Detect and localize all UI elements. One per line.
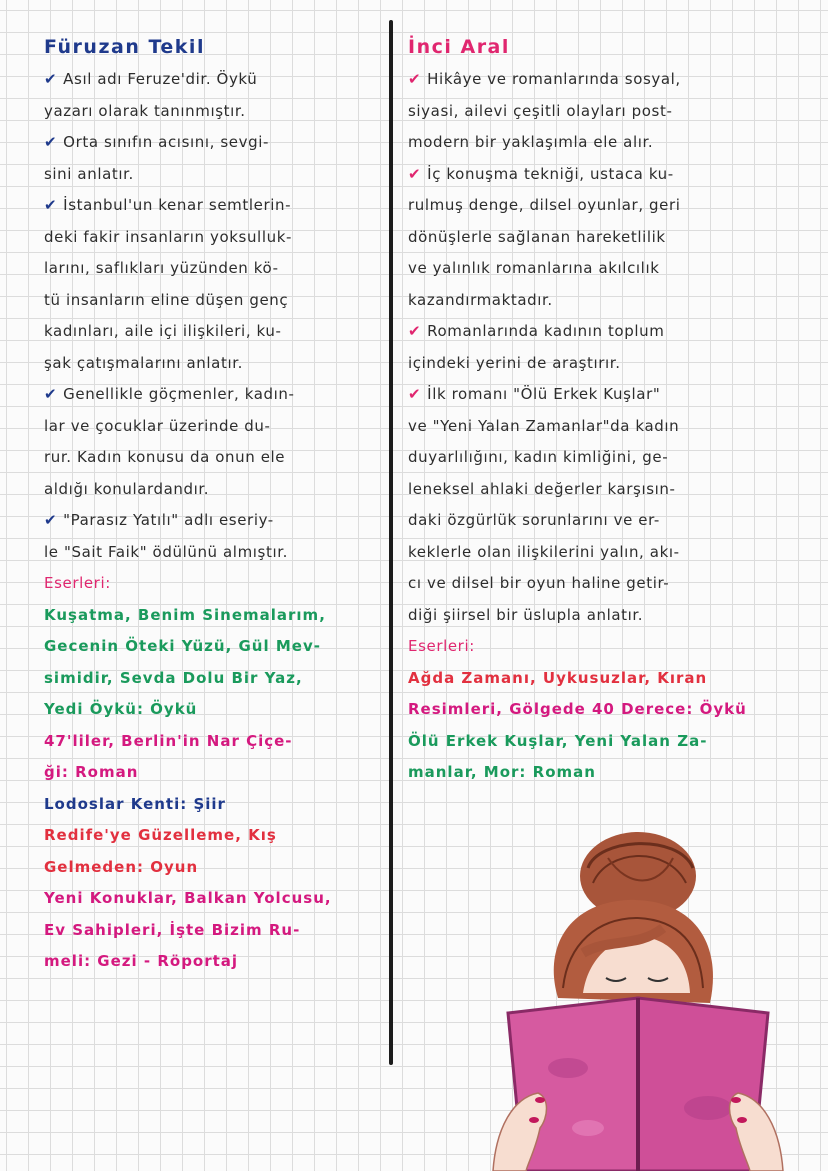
note-line (408, 379, 793, 411)
note-text: Ölü Erkek Kuşlar, Yeni Yalan Za- (408, 731, 708, 750)
author-title-inci: İnci Aral (408, 36, 510, 58)
note-text: İlk romanı "Ölü Erkek Kuşlar" (427, 385, 661, 403)
girl-reading-book-icon (488, 828, 788, 1171)
note-text: simidir, Sevda Dolu Bir Yaz, (44, 668, 303, 687)
note-text: meli: Gezi - Röportaj (44, 952, 239, 970)
checkmark-icon: ✔ (408, 322, 422, 340)
column-inci-aral (408, 30, 793, 789)
note-text: Kuşatma, Benim Sinemalarım, (44, 605, 326, 624)
note-text: 47'liler, Berlin'in Nar Çiçe- (44, 731, 293, 750)
note-line (44, 757, 374, 789)
note-text: sini anlatır. (44, 164, 134, 183)
note-text: kazandırmaktadır. (408, 290, 553, 309)
note-line (44, 96, 374, 128)
checkmark-icon: ✔ (408, 385, 422, 403)
note-text: yazarı olarak tanınmıştır. (44, 101, 246, 120)
note-line (408, 159, 793, 191)
note-line (408, 694, 793, 726)
note-text: Redife'ye Güzelleme, Kış (44, 826, 277, 844)
note-text: şak çatışmalarını anlatır. (44, 353, 243, 372)
note-line (44, 253, 374, 285)
note-line (44, 285, 374, 317)
note-text: Romanlarında kadının toplum (427, 322, 665, 340)
note-text: Asıl adı Feruze'dir. Öykü (63, 70, 258, 88)
note-line (408, 127, 793, 159)
note-line (44, 411, 374, 443)
note-line (44, 474, 374, 506)
note-line (408, 505, 793, 537)
note-text: le "Sait Faik" ödülünü almıştır. (44, 542, 288, 561)
note-text: modern bir yaklaşımla ele alır. (408, 133, 654, 151)
note-line (44, 694, 374, 726)
note-text: Eserleri: (44, 574, 111, 592)
note-text: Hikâye ve romanlarında sosyal, (427, 70, 681, 88)
note-text: keklerle olan ilişkilerini yalın, akı- (408, 542, 680, 561)
note-line (408, 96, 793, 128)
note-text: deki fakir insanların yoksulluk- (44, 227, 292, 246)
note-text: duyarlılığını, kadın kimliğini, ge- (408, 448, 669, 466)
note-text: Gelmeden: Oyun (44, 857, 199, 876)
note-line (44, 631, 374, 663)
note-text: rur. Kadın konusu da onun ele (44, 448, 286, 466)
note-text: daki özgürlük sorunlarını ve er- (408, 511, 660, 529)
note-text: tü insanların eline düşen genç (44, 290, 289, 309)
note-text: Eserleri: (408, 637, 475, 655)
note-text: larını, saflıkları yüzünden kö- (44, 259, 279, 277)
note-line (44, 820, 374, 852)
note-line (44, 600, 374, 632)
note-line (408, 663, 793, 695)
note-line (408, 222, 793, 254)
checkmark-icon: ✔ (44, 133, 58, 151)
note-line (408, 316, 793, 348)
checkmark-icon: ✔ (408, 164, 422, 183)
note-line (408, 285, 793, 317)
checkmark-icon: ✔ (44, 511, 58, 529)
note-text: Lodoslar Kenti: Şiir (44, 794, 226, 813)
note-line (408, 600, 793, 632)
note-line (408, 537, 793, 569)
note-line (44, 537, 374, 569)
note-line (44, 316, 374, 348)
note-line (44, 505, 374, 537)
note-text: diği şiirsel bir üslupla anlatır. (408, 605, 644, 624)
note-line (408, 190, 793, 222)
note-text: lar ve çocuklar üzerinde du- (44, 416, 271, 435)
note-line (44, 789, 374, 821)
note-text: ve yalınlık romanlarına akılcılık (408, 259, 660, 277)
note-line (44, 190, 374, 222)
note-text: "Parasız Yatılı" adlı eseriy- (63, 511, 274, 529)
note-text: ve "Yeni Yalan Zamanlar"da kadın (408, 416, 680, 435)
book (508, 998, 768, 1171)
note-line (44, 915, 374, 947)
note-line (408, 757, 793, 789)
note-line (408, 726, 793, 758)
column-divider (389, 20, 393, 1065)
note-text: cı ve dilsel bir oyun haline getir- (408, 574, 670, 592)
note-text: Yedi Öykü: Öykü (44, 700, 198, 718)
right-notes (408, 64, 793, 789)
note-text: Gecenin Öteki Yüzü, Gül Mev- (44, 637, 321, 655)
note-line (408, 253, 793, 285)
note-text: içindeki yerini de araştırır. (408, 353, 621, 372)
note-line (408, 474, 793, 506)
note-text: rulmuş denge, dilsel oyunlar, geri (408, 196, 681, 214)
note-text: İç konuşma tekniği, ustaca ku- (427, 164, 674, 183)
note-line (44, 64, 374, 96)
note-text: manlar, Mor: Roman (408, 763, 596, 781)
note-line (44, 442, 374, 474)
note-line (408, 64, 793, 96)
note-line (44, 568, 374, 600)
note-line (408, 442, 793, 474)
column-furuzan-tekil (44, 30, 374, 978)
note-line (408, 411, 793, 443)
checkmark-icon: ✔ (44, 385, 58, 403)
note-text: aldığı konulardandır. (44, 479, 210, 498)
author-title-furuzan: Füruzan Tekil (44, 36, 205, 58)
note-line (44, 127, 374, 159)
note-text: leneksel ahlaki değerler karşısın- (408, 479, 676, 498)
note-text: Ağda Zamanı, Uykusuzlar, Kıran (408, 668, 708, 687)
note-text: Orta sınıfın acısını, sevgi- (63, 133, 269, 151)
note-line (44, 726, 374, 758)
note-line (408, 631, 793, 663)
checkmark-icon: ✔ (44, 70, 58, 88)
note-text: Yeni Konuklar, Balkan Yolcusu, (44, 889, 332, 907)
note-text: siyasi, ailevi çeşitli olayları post- (408, 101, 673, 120)
note-text: dönüşlerle sağlanan hareketlilik (408, 227, 666, 246)
note-text: Genellikle göçmenler, kadın- (63, 385, 295, 403)
note-line (44, 852, 374, 884)
note-line (44, 159, 374, 191)
note-text: ği: Roman (44, 763, 139, 781)
checkmark-icon: ✔ (44, 196, 58, 214)
left-notes (44, 64, 374, 978)
note-line (408, 568, 793, 600)
note-line (408, 348, 793, 380)
note-line (44, 883, 374, 915)
note-line (44, 222, 374, 254)
note-text: İstanbul'un kenar semtlerin- (63, 196, 292, 214)
note-text: Resimleri, Gölgede 40 Derece: Öykü (408, 700, 747, 718)
note-text: kadınları, aile içi ilişkileri, ku- (44, 322, 282, 340)
checkmark-icon: ✔ (408, 70, 422, 88)
note-line (44, 379, 374, 411)
note-line (44, 348, 374, 380)
note-text: Ev Sahipleri, İşte Bizim Ru- (44, 920, 301, 939)
head (554, 900, 713, 1003)
note-line (44, 663, 374, 695)
note-line (44, 946, 374, 978)
